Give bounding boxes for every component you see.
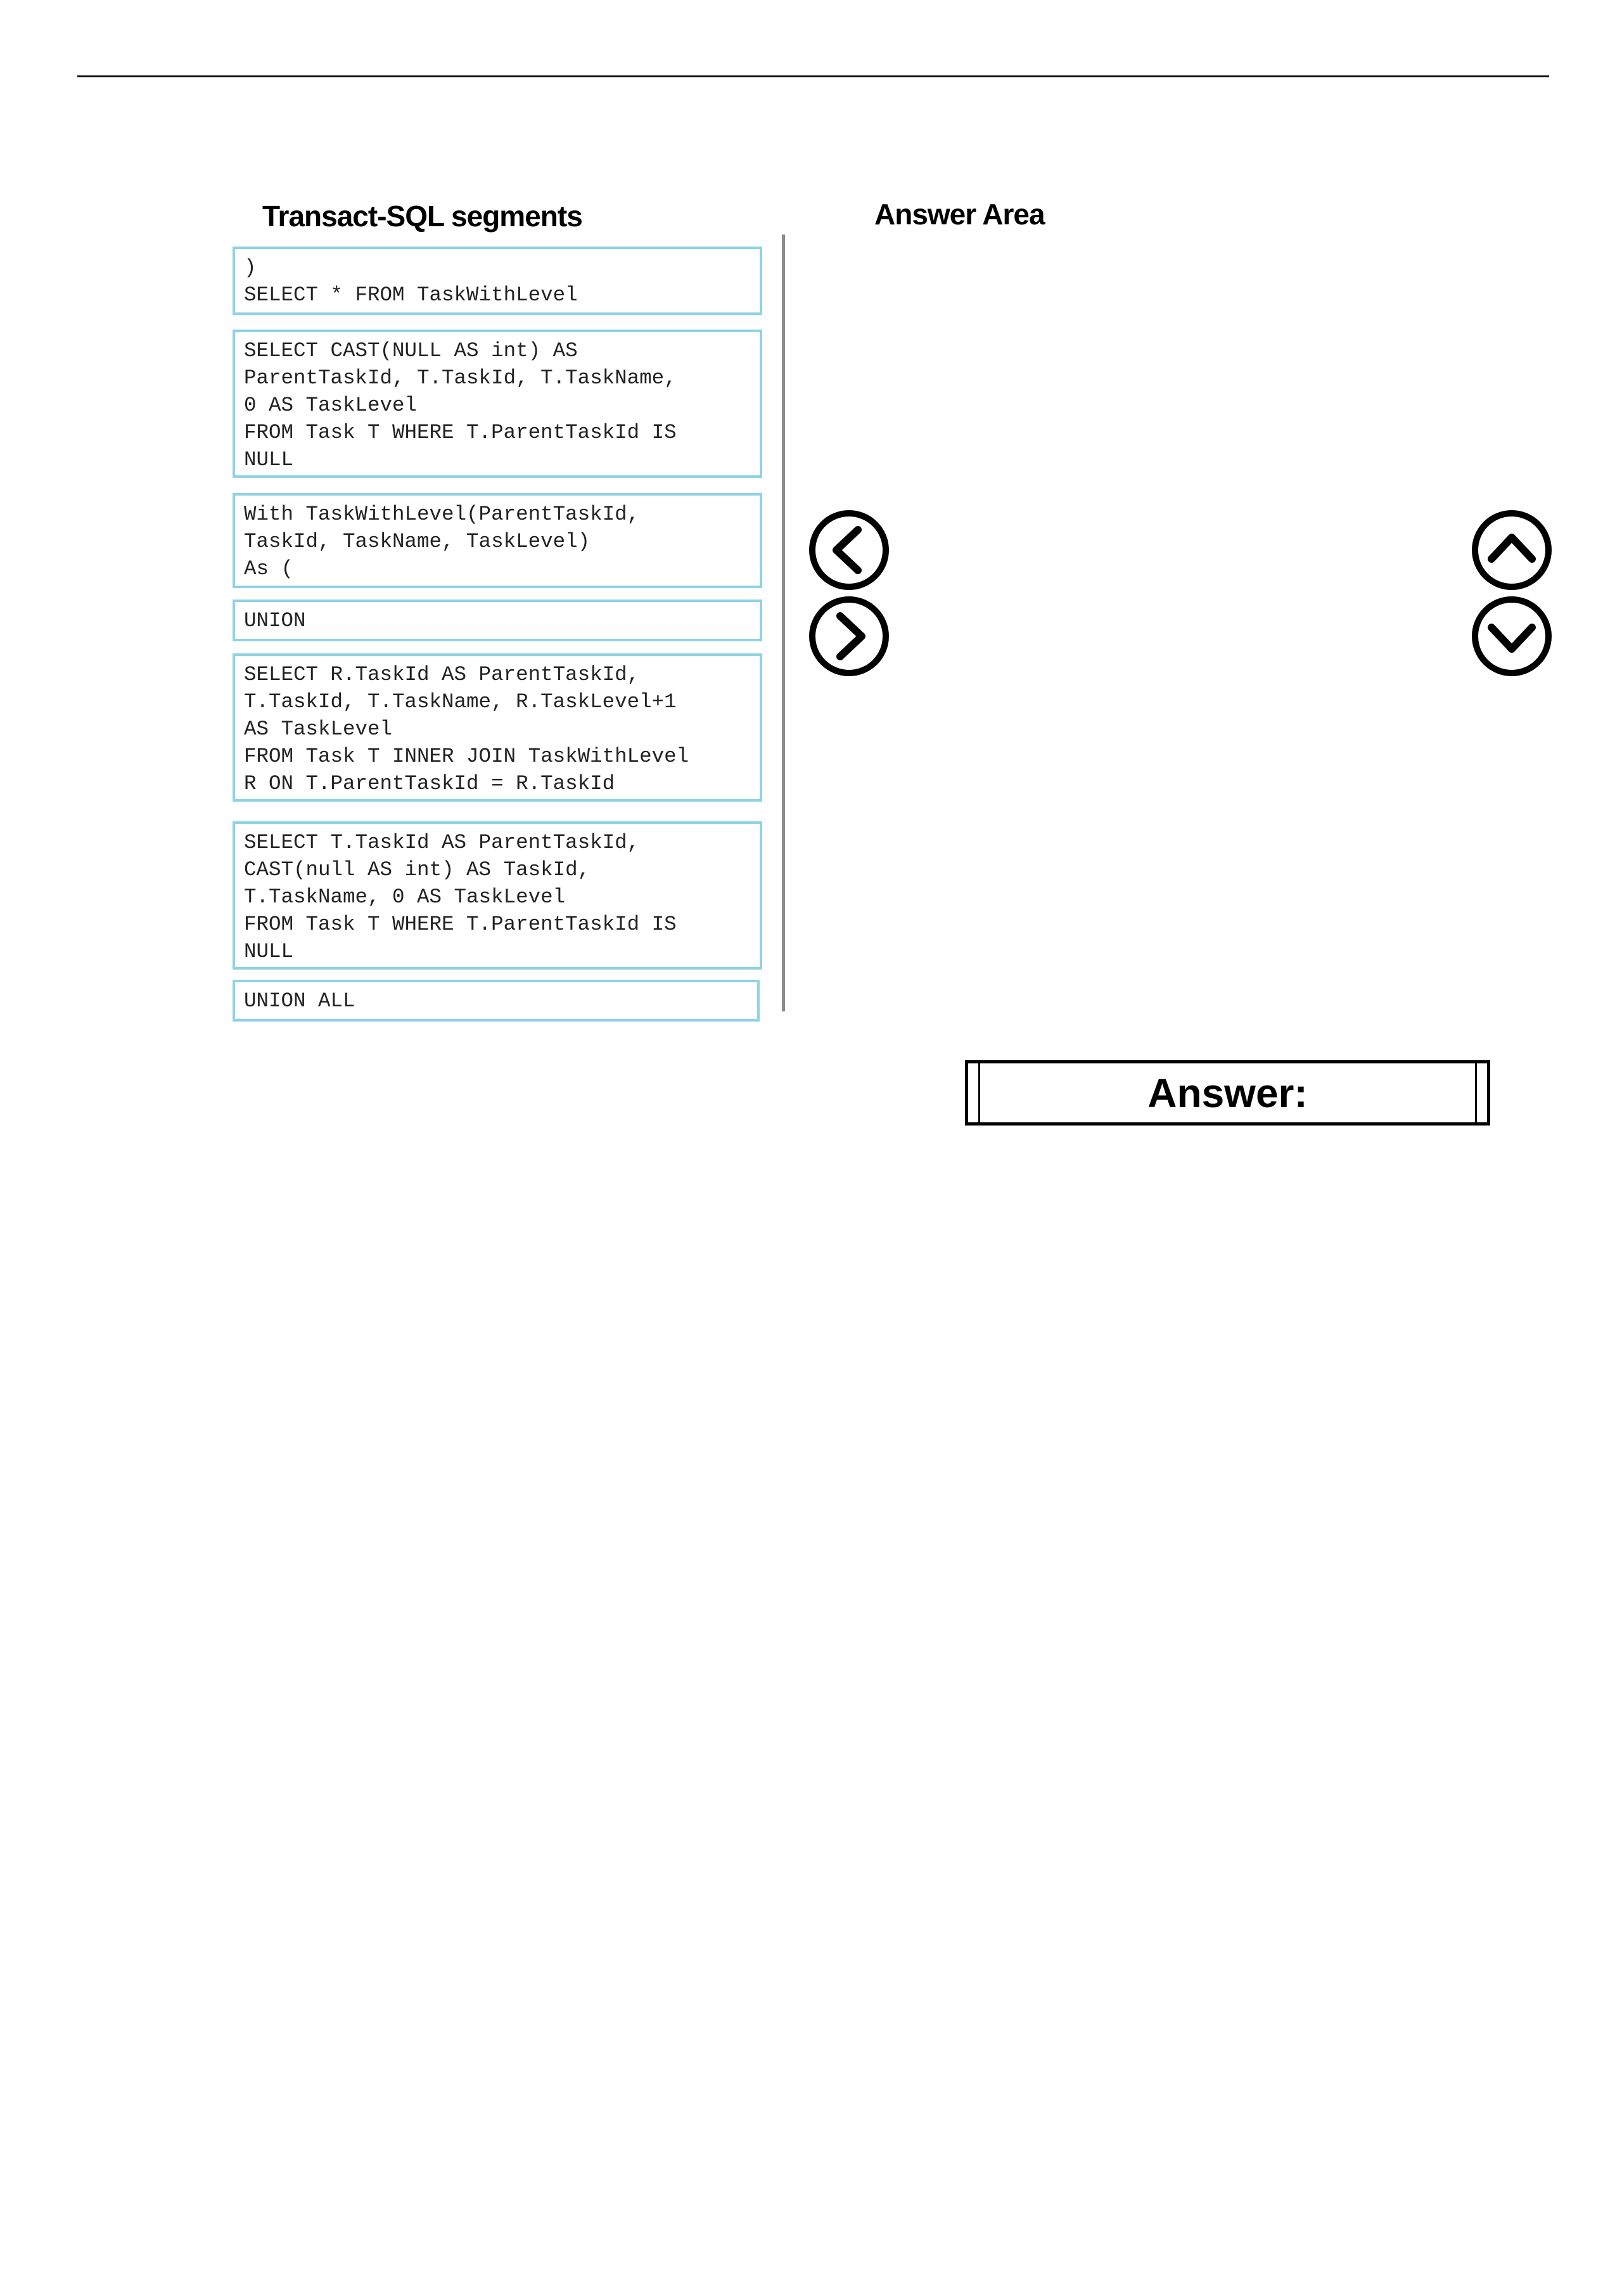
chevron-left-circle-icon [808, 510, 890, 591]
chevron-down-circle-icon [1471, 596, 1552, 677]
sql-segment-union[interactable]: UNION [233, 600, 762, 641]
move-right-button[interactable] [808, 596, 890, 677]
move-up-button[interactable] [1471, 510, 1552, 591]
move-down-button[interactable] [1471, 596, 1552, 677]
sql-segment-anchor-null-taskid[interactable]: SELECT T.TaskId AS ParentTaskId, CAST(null AS int) AS TaskId, T.TaskName, 0 AS TaskLevel FROM Task T WHERE T.ParentTaskId IS NULL [233, 821, 762, 970]
sql-segment-select-from-taskwithlevel[interactable]: ) SELECT * FROM TaskWithLevel [233, 247, 762, 315]
move-left-button[interactable] [808, 510, 890, 591]
answer-area-title: Answer Area [874, 198, 1045, 231]
answer-label: Answer: [1147, 1070, 1308, 1116]
segments-panel-title: Transact-SQL segments [262, 200, 582, 233]
sql-segment-recursive-join[interactable]: SELECT R.TaskId AS ParentTaskId, T.TaskId, T.TaskName, R.TaskLevel+1 AS TaskLevel FROM Task T INNER JOIN TaskWithLevel R ON T.ParentTaskId = R.TaskId [233, 653, 762, 802]
sql-segment-with-cte-header[interactable]: With TaskWithLevel(ParentTaskId, TaskId, TaskName, TaskLevel) As ( [233, 493, 762, 588]
panel-divider [782, 234, 785, 1011]
sql-segment-union-all[interactable]: UNION ALL [233, 980, 760, 1022]
chevron-right-circle-icon [808, 596, 890, 677]
answer-banner [965, 1060, 1490, 1126]
chevron-up-circle-icon [1471, 510, 1552, 591]
sql-segment-anchor-null-parent[interactable]: SELECT CAST(NULL AS int) AS ParentTaskId, T.TaskId, T.TaskName, 0 AS TaskLevel FROM Task T WHERE T.ParentTaskId IS NULL [233, 330, 762, 478]
top-rule [77, 75, 1549, 77]
